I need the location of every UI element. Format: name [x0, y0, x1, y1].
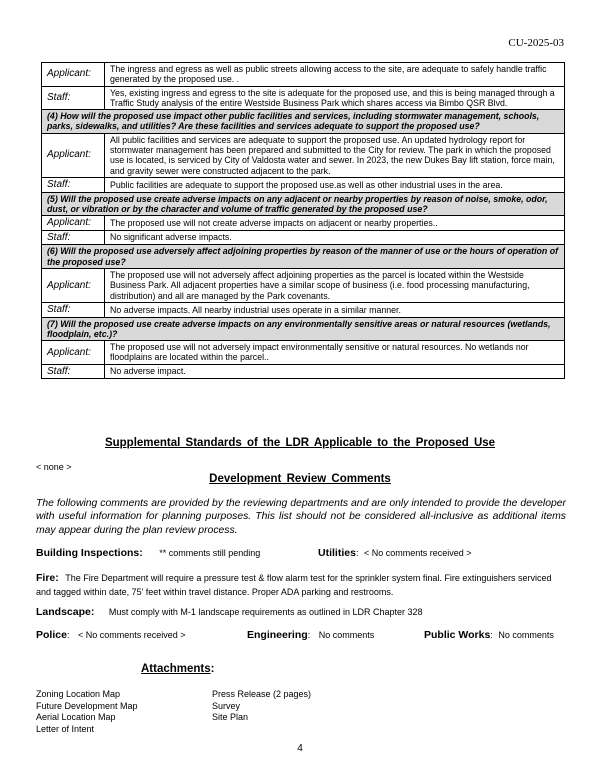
criteria-question-row	[42, 192, 565, 216]
fire-label: Fire:	[36, 572, 59, 584]
attachment-item: Zoning Location Map	[36, 689, 121, 699]
landscape-line	[36, 606, 423, 618]
criteria-answer-row	[42, 230, 565, 245]
attachment-item: Aerial Location Map	[36, 712, 116, 723]
criteria-table	[41, 62, 565, 379]
response-text: All public facilities and services are adequate to support the proposed use. An updated hydrology report for stormwater management has been prepared and submitted to the City for review. The park in which the proposed use is located, is serviced by City of Valdosta water and sewer. In 2023, the new Dukes Bay lift station, force main, and gravity sewer were constructed adjacent to the park.	[105, 133, 565, 177]
attachments-right-column	[212, 689, 311, 724]
attachment-item: Site Plan	[212, 712, 249, 723]
criteria-answer-row	[42, 133, 565, 177]
attachments-left-column	[36, 689, 138, 736]
building-inspections-value: ** comments still pending	[159, 548, 261, 558]
police-label: Police	[36, 629, 67, 641]
building-inspections-line	[36, 547, 260, 559]
attachments-heading: Attachments:	[141, 663, 215, 675]
respondent-label: Applicant:	[42, 216, 105, 231]
attachment-item: Press Release (2 pages)	[212, 689, 312, 699]
attachment-item: Letter of Intent	[36, 724, 95, 735]
criteria-question: (6) Will the proposed use adversely affect adjoining properties by reason of the manner of use or the hours of operation of the proposed use?	[42, 245, 565, 269]
criteria-answer-row	[42, 63, 565, 87]
supplemental-standards-heading: Supplemental Standards of the LDR Applicable to the Proposed Use	[104, 437, 496, 449]
criteria-question: (4) How will the proposed use impact other public facilities and services, including stormwater management, schools, parks, sidewalks, and utilities? Are these facilities and services adequate to support the proposed use?	[42, 110, 565, 134]
criteria-question: (7) Will the proposed use create adverse impacts on any environmentally sensitive areas or natural resources (wetlands, floodplain, etc.)?	[42, 317, 565, 341]
respondent-label: Applicant:	[42, 133, 105, 177]
response-text: The proposed use will not adversely affect adjoining properties as the parcel is located within the Westside Business Park. All adjacent properties have a similar scope of business (i.e. food processing manufacturing, distribution) and all are managed by the Park covenants.	[105, 269, 565, 303]
engineering-label: Engineering	[247, 629, 308, 641]
supplemental-none: < none >	[36, 462, 72, 472]
respondent-label: Staff:	[42, 230, 105, 245]
respondent-label: Applicant:	[42, 341, 105, 365]
response-text: Public facilities are adequate to support the proposed use.as well as other industrial uses in the area.	[105, 177, 565, 192]
criteria-answer-row	[42, 364, 565, 379]
public-works-line: Public Works: No comments	[424, 629, 554, 641]
engineering-line: Engineering: No comments	[247, 629, 375, 641]
landscape-label: Landscape:	[36, 606, 95, 618]
response-text: The ingress and egress as well as public streets allowing access to the site, are adequate to safely handle traffic generated by the proposed use. .	[105, 63, 565, 87]
review-intro: The following comments are provided by the reviewing departments and are only intended to provide the developer with useful information for planning purposes. This list should not be considered all-inclusive as additional items may appear during the plan review process.	[36, 498, 566, 536]
respondent-label: Applicant:	[42, 269, 105, 303]
public-works-label: Public Works	[424, 629, 491, 641]
attachment-item: Future Development Map	[36, 700, 138, 711]
utilities-line: Utilities: < No comments received >	[318, 547, 472, 559]
review-comments-heading: Development Review Comments	[209, 473, 391, 485]
engineering-value: No comments	[318, 630, 375, 640]
response-text: No adverse impacts. All nearby industrial uses operate in a similar manner.	[105, 302, 565, 317]
response-text: Yes, existing ingress and egress to the site is adequate for the proposed use, and this is being managed through a Traffic Study analysis of the entire Westside Business Park which shares access via Bimbo QSR Blvd.	[105, 86, 565, 110]
respondent-label: Staff:	[42, 86, 105, 110]
page-number: 4	[297, 743, 303, 754]
utilities-label: Utilities	[318, 547, 356, 559]
response-text: No significant adverse impacts.	[105, 230, 565, 245]
criteria-question-row	[42, 317, 565, 341]
utilities-value: < No comments received >	[363, 548, 472, 558]
criteria-answer-row	[42, 216, 565, 231]
response-text: The proposed use will not create adverse impacts on adjacent or nearby properties..	[105, 216, 565, 231]
respondent-label: Staff:	[42, 177, 105, 192]
criteria-answer-row	[42, 177, 565, 192]
building-inspections-label: Building Inspections:	[36, 547, 143, 559]
criteria-answer-row	[42, 86, 565, 110]
document-id: CU-2025-03	[508, 37, 564, 49]
respondent-label: Applicant:	[42, 63, 105, 87]
police-line: Police: < No comments received >	[36, 629, 186, 641]
criteria-answer-row	[42, 302, 565, 317]
criteria-answer-row	[42, 341, 565, 365]
respondent-label: Staff:	[42, 364, 105, 379]
response-text: The proposed use will not adversely impact environmentally sensitive or natural resources. No wetlands nor floodplains are located within the parcel..	[105, 341, 565, 365]
criteria-question-row	[42, 110, 565, 134]
fire-value: The Fire Department will require a pressure test & flow alarm test for the sprinkler system final. Fire extinguishers serviced and tagged within date, 75' feet within travel distance. Proper ADA parking and restrooms.	[36, 573, 552, 597]
respondent-label: Staff:	[42, 302, 105, 317]
response-text: No adverse impact.	[105, 364, 565, 379]
criteria-answer-row	[42, 269, 565, 303]
public-works-value: No comments	[498, 630, 554, 640]
police-value: < No comments received >	[77, 630, 186, 640]
criteria-question: (5) Will the proposed use create adverse impacts on any adjacent or nearby properties by reason of noise, smoke, odor, dust, or vibration or by the character and volume of traffic generated by the proposed use?	[42, 192, 565, 216]
attachment-item: Survey	[212, 700, 241, 711]
fire-comment	[36, 571, 568, 598]
criteria-question-row	[42, 245, 565, 269]
landscape-value: Must comply with M-1 landscape requirements as outlined in LDR Chapter 328	[108, 607, 423, 617]
